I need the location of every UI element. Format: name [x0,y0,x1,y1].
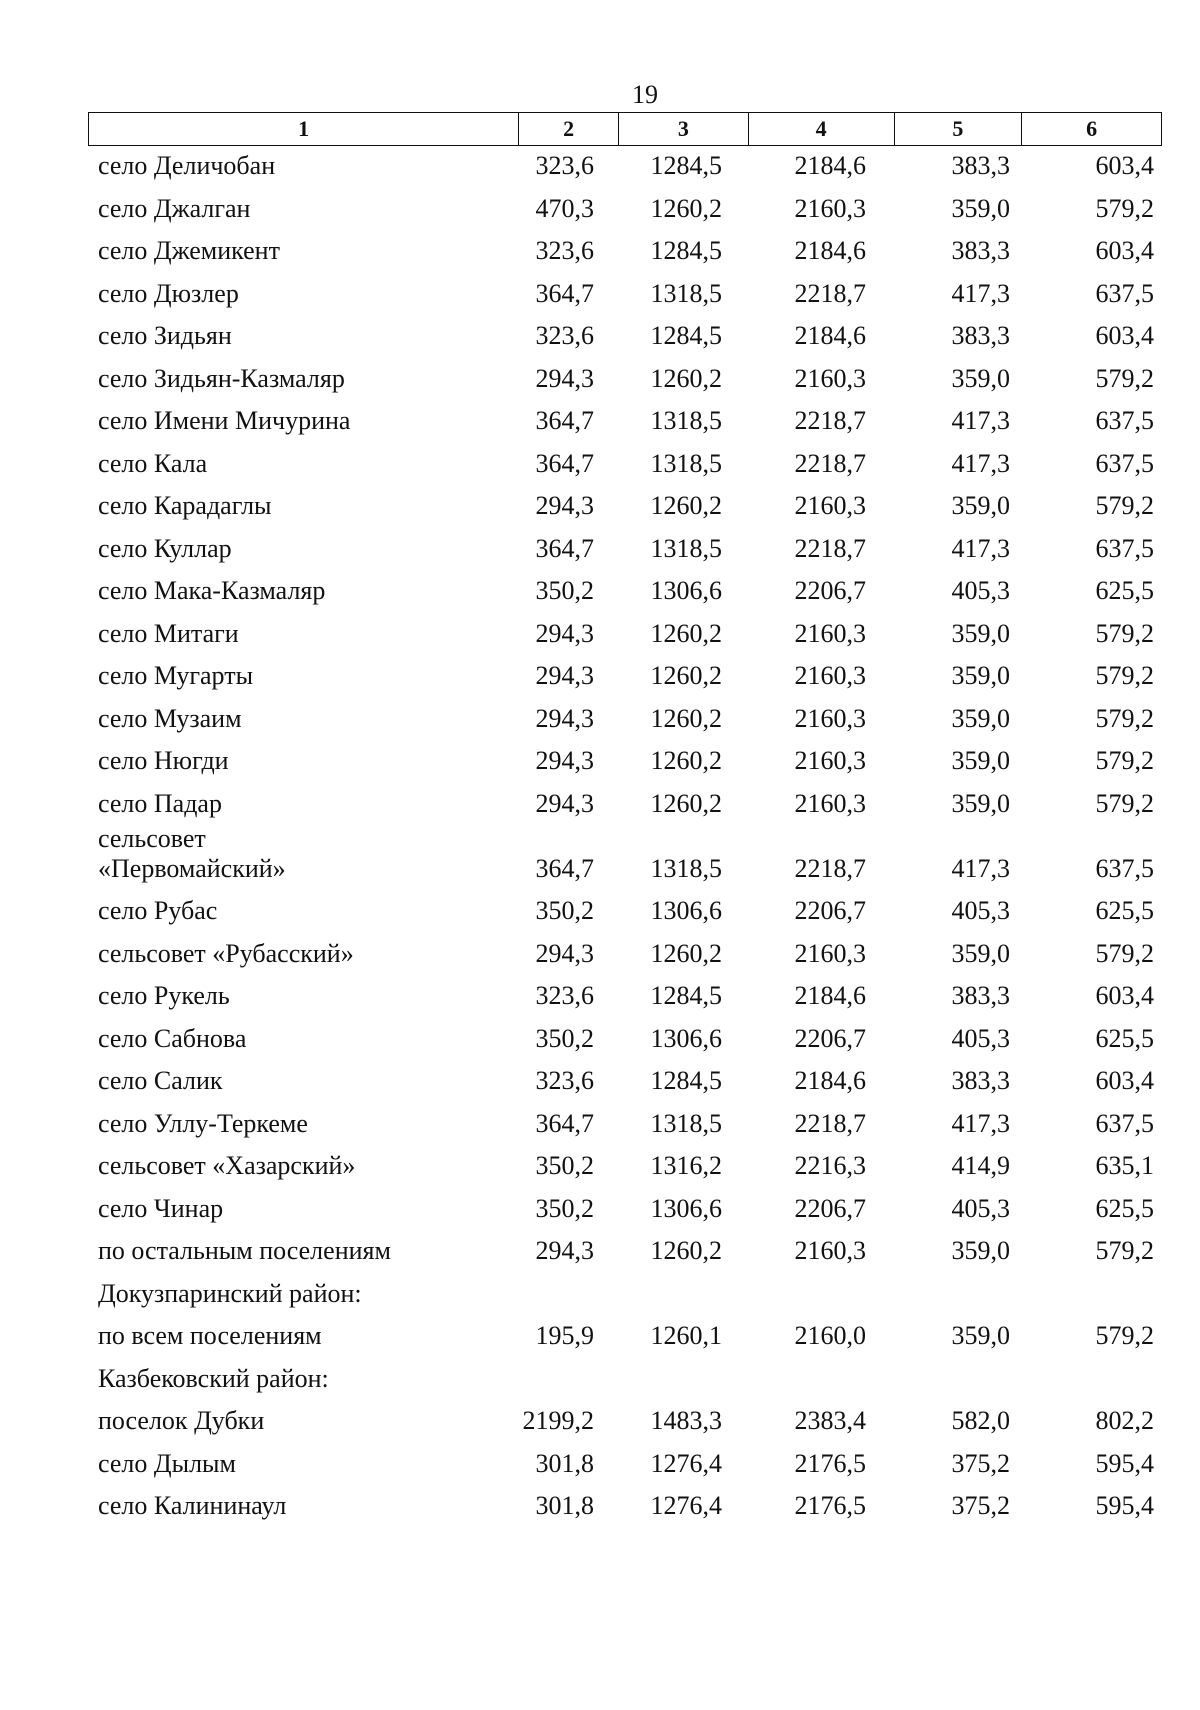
value-cell: 2160,3 [794,491,866,520]
column-header: 1 [298,116,310,141]
value-cell: 1306,6 [650,896,722,925]
table-row [0,562,1200,610]
settlement-name: село Мугарты [98,661,254,691]
value-cell: 625,5 [1095,1194,1154,1223]
settlement-name: село Деличобан [98,151,276,181]
value-cell: 405,3 [951,576,1010,605]
settlement-name: село Зидьян [98,321,232,351]
value-cell: 1284,5 [650,1066,722,1095]
value-cell: 301,8 [535,1449,594,1478]
value-cell: 1306,6 [650,1194,722,1223]
value-cell: 383,3 [951,151,1010,180]
value-cell: 2184,6 [794,321,866,350]
table-row [0,350,1200,398]
value-cell: 1318,5 [650,1109,722,1138]
value-cell: 579,2 [1095,1321,1154,1350]
value-cell: 1483,3 [650,1406,722,1435]
value-cell: 195,9 [535,1321,594,1350]
value-cell: 579,2 [1095,746,1154,775]
settlement-name: село Салик [98,1066,223,1096]
value-cell: 359,0 [951,789,1010,818]
value-cell: 417,3 [951,406,1010,435]
table-row [0,520,1200,568]
value-cell: 417,3 [951,1109,1010,1138]
value-cell: 1318,5 [650,449,722,478]
value-cell: 405,3 [951,1194,1010,1223]
value-cell: 323,6 [535,981,594,1010]
settlement-name: село Дылым [98,1449,236,1479]
value-cell: 2218,7 [794,1109,866,1138]
value-cell: 383,3 [951,981,1010,1010]
value-cell: 2206,7 [794,1024,866,1053]
table-row [0,1392,1200,1440]
page-number: 19 [632,80,658,109]
settlement-name: село Падар [98,789,222,819]
settlement-name: сельсовет «Хазарский» [98,1151,356,1181]
value-cell: 2160,3 [794,1236,866,1265]
column-header: 3 [618,113,748,145]
value-cell: 359,0 [951,939,1010,968]
value-cell: 2160,3 [794,619,866,648]
table-row [0,137,1200,185]
value-cell: 603,4 [1095,981,1154,1010]
value-cell: 1306,6 [650,1024,722,1053]
value-cell: 603,4 [1095,151,1154,180]
value-cell: 2184,6 [794,236,866,265]
settlement-name: село Зидьян-Казмаляр [98,364,345,394]
value-cell: 294,3 [535,661,594,690]
table-row [0,265,1200,313]
value-cell: 637,5 [1095,449,1154,478]
value-cell: 637,5 [1095,534,1154,563]
settlement-name: Докузпаринский район: [98,1279,362,1309]
value-cell: 579,2 [1095,661,1154,690]
value-cell: 405,3 [951,1024,1010,1053]
settlement-name: село Рукель [98,981,230,1011]
value-cell: 637,5 [1095,854,1154,883]
settlement-name: село Имени Мичурина [98,406,351,436]
value-cell: 625,5 [1095,896,1154,925]
value-cell: 2160,0 [794,1321,866,1350]
value-cell: 383,3 [951,1066,1010,1095]
value-cell: 405,3 [951,896,1010,925]
value-cell: 294,3 [535,1236,594,1265]
value-cell: 301,8 [535,1491,594,1520]
value-cell: 2206,7 [794,896,866,925]
value-cell: 359,0 [951,194,1010,223]
value-cell: 2160,3 [794,939,866,968]
value-cell: 294,3 [535,789,594,818]
value-cell: 1260,2 [650,364,722,393]
value-cell: 579,2 [1095,1236,1154,1265]
value-cell: 1260,2 [650,619,722,648]
value-cell: 364,7 [535,406,594,435]
value-cell: 294,3 [535,364,594,393]
value-cell: 417,3 [951,854,1010,883]
table-row [0,307,1200,355]
table-row [0,925,1200,973]
settlement-name: село Чинар [98,1194,224,1224]
value-cell: 359,0 [951,491,1010,520]
table-row [0,435,1200,483]
value-cell: 637,5 [1095,406,1154,435]
value-cell: 2160,3 [794,364,866,393]
table-row [0,882,1200,930]
settlement-name: село Джалган [98,194,251,224]
value-cell: 2160,3 [794,661,866,690]
value-cell: 470,3 [535,194,594,223]
value-cell: 414,9 [951,1151,1010,1180]
value-cell: 1284,5 [650,236,722,265]
value-cell: 1318,5 [650,854,722,883]
settlement-name: по всем поселениям [98,1321,322,1351]
value-cell: 350,2 [535,896,594,925]
value-cell: 2218,7 [794,534,866,563]
table-row [0,1180,1200,1228]
value-cell: 1276,4 [650,1449,722,1478]
settlement-name: по остальным поселениям [98,1236,391,1266]
settlement-name: сельсовет «Рубасский» [98,939,354,969]
value-cell: 637,5 [1095,1109,1154,1138]
table-row [0,1010,1200,1058]
settlement-name: село Музаим [98,704,242,734]
value-cell: 2176,5 [794,1491,866,1520]
table-row [0,180,1200,228]
value-cell: 359,0 [951,704,1010,733]
value-cell: 595,4 [1095,1449,1154,1478]
settlement-name: село Митаги [98,619,239,649]
table-row [0,775,1200,823]
value-cell: 1260,1 [650,1321,722,1350]
settlement-name: село Дюзлер [98,279,239,309]
value-cell: 359,0 [951,1236,1010,1265]
value-cell: 2176,5 [794,1449,866,1478]
column-header: 5 [894,113,1022,145]
value-cell: 2199,2 [522,1406,594,1435]
value-cell: 1306,6 [650,576,722,605]
value-cell: 1316,2 [650,1151,722,1180]
column-header: 6 [1021,113,1161,145]
value-cell: 375,2 [951,1491,1010,1520]
settlement-name: село Калининаул [98,1491,287,1521]
value-cell: 603,4 [1095,236,1154,265]
value-cell: 383,3 [951,321,1010,350]
value-cell: 595,4 [1095,1491,1154,1520]
value-cell: 2160,3 [794,194,866,223]
settlement-name: село Джемикент [98,236,280,266]
value-cell: 323,6 [535,1066,594,1095]
value-cell: 1318,5 [650,279,722,308]
value-cell: 294,3 [535,746,594,775]
table-row [0,1265,1200,1313]
value-cell: 1260,2 [650,491,722,520]
column-header: 4 [748,113,894,145]
table-row [0,1350,1200,1398]
value-cell: 1260,2 [650,661,722,690]
value-cell: 579,2 [1095,364,1154,393]
settlement-name: сельсовет «Первомайский» [98,824,286,884]
value-cell: 1260,2 [650,789,722,818]
value-cell: 323,6 [535,236,594,265]
value-cell: 637,5 [1095,279,1154,308]
table-row [0,1477,1200,1525]
value-cell: 323,6 [535,151,594,180]
value-cell: 350,2 [535,576,594,605]
value-cell: 603,4 [1095,1066,1154,1095]
value-cell: 2218,7 [794,854,866,883]
table-row [0,605,1200,653]
value-cell: 294,3 [535,491,594,520]
value-cell: 359,0 [951,661,1010,690]
table-row [0,1095,1200,1143]
value-cell: 359,0 [951,746,1010,775]
value-cell: 350,2 [535,1024,594,1053]
value-cell: 417,3 [951,279,1010,308]
value-cell: 294,3 [535,704,594,733]
settlement-name: поселок Дубки [98,1406,265,1436]
settlement-name: село Уллу-Теркеме [98,1109,308,1139]
value-cell: 375,2 [951,1449,1010,1478]
settlement-name: село Рубас [98,896,218,926]
value-cell: 1260,2 [650,704,722,733]
column-header: 2 [518,113,618,145]
table-row [0,824,1200,888]
value-cell: 579,2 [1095,619,1154,648]
value-cell: 383,3 [951,236,1010,265]
value-cell: 350,2 [535,1151,594,1180]
table-row [0,967,1200,1015]
value-cell: 579,2 [1095,194,1154,223]
value-cell: 2160,3 [794,789,866,818]
value-cell: 579,2 [1095,939,1154,968]
value-cell: 2184,6 [794,151,866,180]
value-cell: 2216,3 [794,1151,866,1180]
table-row [0,732,1200,780]
settlement-name: село Сабнова [98,1024,247,1054]
table-row [0,1222,1200,1270]
value-cell: 364,7 [535,279,594,308]
value-cell: 2184,6 [794,981,866,1010]
value-cell: 294,3 [535,619,594,648]
value-cell: 2206,7 [794,1194,866,1223]
value-cell: 350,2 [535,1194,594,1223]
value-cell: 1284,5 [650,151,722,180]
table-row [0,1052,1200,1100]
table-row [0,1137,1200,1185]
settlement-name: село Мака-Казмаляр [98,576,326,606]
settlement-name: Казбековский район: [98,1364,329,1394]
value-cell: 625,5 [1095,576,1154,605]
table-row [0,392,1200,440]
value-cell: 1260,2 [650,746,722,775]
value-cell: 2160,3 [794,746,866,775]
value-cell: 294,3 [535,939,594,968]
value-cell: 1318,5 [650,406,722,435]
value-cell: 359,0 [951,1321,1010,1350]
value-cell: 1276,4 [650,1491,722,1520]
value-cell: 2218,7 [794,449,866,478]
value-cell: 1260,2 [650,194,722,223]
value-cell: 364,7 [535,534,594,563]
settlement-name: село Карадаглы [98,491,272,521]
value-cell: 364,7 [535,854,594,883]
settlement-name: село Куллар [98,534,232,564]
value-cell: 579,2 [1095,789,1154,818]
value-cell: 417,3 [951,449,1010,478]
value-cell: 364,7 [535,1109,594,1138]
value-cell: 2206,7 [794,576,866,605]
value-cell: 1284,5 [650,981,722,1010]
table-row [0,1307,1200,1355]
value-cell: 1284,5 [650,321,722,350]
table-row [0,1435,1200,1483]
value-cell: 582,0 [951,1406,1010,1435]
value-cell: 2160,3 [794,704,866,733]
table-row [0,647,1200,695]
value-cell: 364,7 [535,449,594,478]
value-cell: 1260,2 [650,1236,722,1265]
value-cell: 2218,7 [794,406,866,435]
value-cell: 1260,2 [650,939,722,968]
value-cell: 359,0 [951,619,1010,648]
value-cell: 2184,6 [794,1066,866,1095]
settlement-name: село Кала [98,449,208,479]
value-cell: 635,1 [1095,1151,1154,1180]
value-cell: 579,2 [1095,491,1154,520]
value-cell: 359,0 [951,364,1010,393]
value-cell: 625,5 [1095,1024,1154,1053]
value-cell: 603,4 [1095,321,1154,350]
value-cell: 417,3 [951,534,1010,563]
table-row [0,222,1200,270]
value-cell: 323,6 [535,321,594,350]
table-row [0,690,1200,738]
table-row [0,477,1200,525]
settlement-name: село Нюгди [98,746,229,776]
value-cell: 2383,4 [794,1406,866,1435]
value-cell: 579,2 [1095,704,1154,733]
value-cell: 2218,7 [794,279,866,308]
value-cell: 802,2 [1095,1406,1154,1435]
value-cell: 1318,5 [650,534,722,563]
